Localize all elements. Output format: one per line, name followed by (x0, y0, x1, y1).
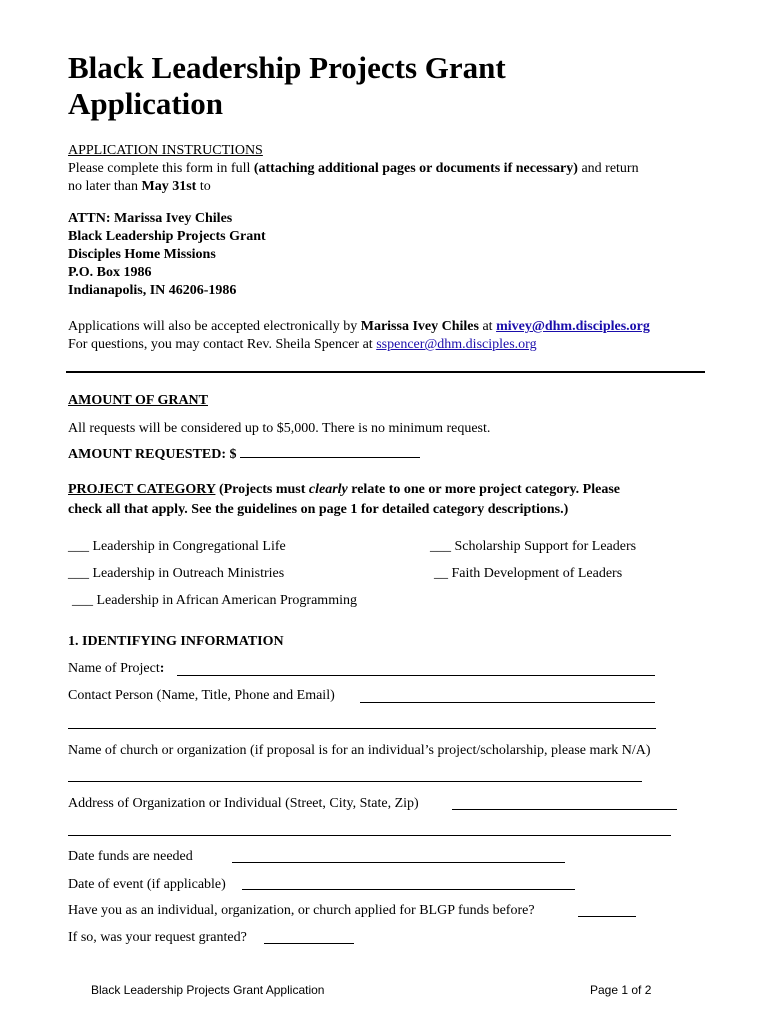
instructions-heading: APPLICATION INSTRUCTIONS (68, 143, 263, 158)
category-heading: PROJECT CATEGORY (68, 482, 216, 497)
instructions-line2 (68, 178, 211, 196)
address-attn: ATTN: Marissa Ivey Chiles (68, 211, 233, 226)
contact-person-field-line2[interactable] (68, 728, 656, 729)
applied-before-label: Have you as an individual, organization, or church applied for BLGP funds before? (68, 903, 535, 918)
instructions-line1-a: Please complete this form in full (68, 161, 254, 176)
footer-title: Black Leadership Projects Grant Application (91, 983, 325, 997)
project-name-row (68, 660, 164, 678)
date-funds-field[interactable] (232, 862, 565, 863)
questions-text: For questions, you may contact Rev. Sheila Spencer at (68, 337, 377, 352)
instructions-line1-b: (attaching additional pages or documents if necessary) (253, 161, 578, 176)
category-line1 (68, 481, 620, 499)
address-line2: Black Leadership Projects Grant (68, 229, 266, 244)
instructions-line1-c: and return (577, 161, 639, 176)
option-congregational-life[interactable]: ___ Leadership in Congregational Life (68, 539, 286, 554)
sspencer-email-link[interactable]: sspencer@dhm.disciples.org (376, 337, 537, 352)
instructions-line1 (68, 160, 639, 178)
church-name-label: Name of church or organization (if proposal is for an individual’s project/scholarship, please mark N/A) (68, 743, 651, 758)
questions-line (68, 336, 537, 354)
option-african-american-programming[interactable]: ___ Leadership in African American Programming (72, 593, 357, 608)
amount-text: All requests will be considered up to $5,000. There is no minimum request. (68, 421, 491, 436)
project-name-label: Name of Project (68, 661, 160, 676)
project-name-field[interactable] (177, 675, 655, 676)
address-line3: Disciples Home Missions (68, 247, 216, 262)
date-event-label: Date of event (if applicable) (68, 877, 226, 892)
org-address-field[interactable] (452, 809, 677, 810)
request-granted-field[interactable] (264, 943, 354, 944)
amount-requested-row (68, 445, 420, 464)
option-faith-development[interactable]: __ Faith Development of Leaders (434, 566, 623, 581)
amount-requested-field[interactable] (240, 445, 420, 458)
option-scholarship-support[interactable]: ___ Scholarship Support for Leaders (430, 539, 637, 554)
identifying-heading: 1. IDENTIFYING INFORMATION (68, 634, 284, 649)
address-line5: Indianapolis, IN 46206-1986 (68, 283, 237, 298)
category-clearly: clearly (308, 482, 348, 497)
footer-page-number: Page 1 of 2 (590, 983, 652, 997)
section-divider (66, 371, 705, 373)
contact-person-field[interactable] (360, 702, 655, 703)
date-event-field[interactable] (242, 889, 575, 890)
category-text-a: (Projects must (215, 482, 309, 497)
org-address-label: Address of Organization or Individual (Street, City, State, Zip) (68, 796, 419, 811)
applied-before-field[interactable] (578, 916, 636, 917)
deadline: May 31st (141, 179, 197, 194)
instructions-line2-a: no later than (68, 179, 142, 194)
contact-name: Marissa Ivey Chiles (360, 319, 479, 334)
amount-heading: AMOUNT OF GRANT (68, 393, 208, 408)
electronic-at: at (478, 319, 497, 334)
church-name-field[interactable] (68, 781, 642, 782)
page-title: Black Leadership Projects Grant Application (68, 50, 506, 121)
contact-person-label: Contact Person (Name, Title, Phone and Email) (68, 688, 335, 703)
address-line4: P.O. Box 1986 (68, 265, 152, 280)
amount-requested-label: AMOUNT REQUESTED: $ (68, 447, 241, 462)
category-text-b: relate to one or more project category. Please (347, 482, 620, 497)
request-granted-label: If so, was your request granted? (68, 930, 247, 945)
electronic-line (68, 318, 650, 336)
option-outreach-ministries[interactable]: ___ Leadership in Outreach Ministries (68, 566, 285, 581)
electronic-text: Applications will also be accepted electronically by (68, 319, 361, 334)
mivey-email-link[interactable]: mivey@dhm.disciples.org (496, 319, 650, 334)
category-line2: check all that apply. See the guidelines on page 1 for detailed category descriptions.) (68, 502, 569, 517)
date-funds-label: Date funds are needed (68, 849, 193, 864)
project-name-colon: : (159, 661, 165, 676)
org-address-field-line2[interactable] (68, 835, 671, 836)
instructions-line2-c: to (196, 179, 211, 194)
